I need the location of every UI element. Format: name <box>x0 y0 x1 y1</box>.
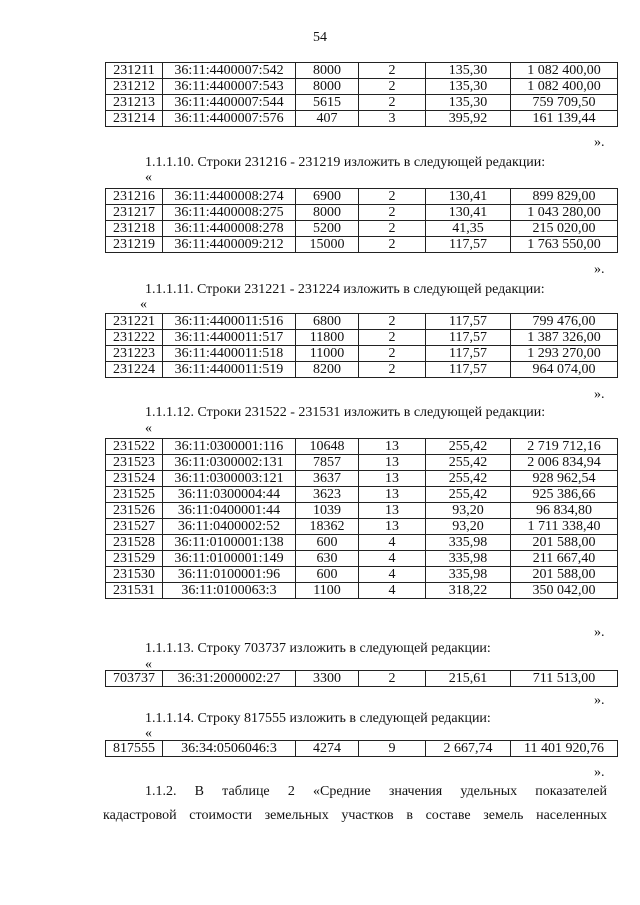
table-cell: 18362 <box>296 519 359 535</box>
opening-quote-1.1.1.14: « <box>145 726 152 741</box>
table-row <box>106 221 618 237</box>
table-row <box>106 95 618 111</box>
table-cell: 925 386,66 <box>511 487 618 503</box>
table-cell: 703737 <box>106 671 163 687</box>
table-cell: 231214 <box>106 111 163 127</box>
table-cell: 1 043 280,00 <box>511 205 618 221</box>
table-cell: 231222 <box>106 330 163 346</box>
section-heading-1.1.1.10: 1.1.1.10. Строки 231216 - 231219 изложить в следующей редакции: <box>145 155 546 170</box>
table-cell: 335,98 <box>426 535 511 551</box>
table-cell: 4274 <box>296 741 359 757</box>
table-cell: 117,57 <box>426 362 511 378</box>
table-cell: 2 <box>359 221 426 237</box>
table-cell: 318,22 <box>426 583 511 599</box>
table-cell: 36:11:0300003:121 <box>163 471 296 487</box>
table-cell: 407 <box>296 111 359 127</box>
table-cell: 335,98 <box>426 551 511 567</box>
table-cell: 2 <box>359 237 426 253</box>
table-cell: 1 387 326,00 <box>511 330 618 346</box>
table-cell: 2 <box>359 205 426 221</box>
table-cell: 36:11:4400011:518 <box>163 346 296 362</box>
table-cell: 215 020,00 <box>511 221 618 237</box>
table-cell: 11800 <box>296 330 359 346</box>
section-heading-1.1.1.14: 1.1.1.14. Строку 817555 изложить в следующей редакции: <box>145 711 491 726</box>
table-cell: 231527 <box>106 519 163 535</box>
table-cell: 8000 <box>296 63 359 79</box>
table-cell: 2 667,74 <box>426 741 511 757</box>
table-cell: 2 <box>359 362 426 378</box>
table-cell: 2 <box>359 314 426 330</box>
table-cell: 2 719 712,16 <box>511 439 618 455</box>
table-cell: 36:11:4400008:275 <box>163 205 296 221</box>
table-cell: 10648 <box>296 439 359 455</box>
table-cell: 15000 <box>296 237 359 253</box>
table-cell: 630 <box>296 551 359 567</box>
table-cell: 395,92 <box>426 111 511 127</box>
table-cell: 231211 <box>106 63 163 79</box>
table-cell: 8000 <box>296 205 359 221</box>
table-cell: 135,30 <box>426 95 511 111</box>
table-cell: 2 <box>359 671 426 687</box>
table-cell: 117,57 <box>426 346 511 362</box>
table-row <box>106 111 618 127</box>
table-row <box>106 314 618 330</box>
table-cell: 255,42 <box>426 439 511 455</box>
cadastral-table-1.1.1.13 <box>105 670 618 687</box>
table-cell: 255,42 <box>426 487 511 503</box>
table-cell: 1 711 338,40 <box>511 519 618 535</box>
table-cell: 36:11:0100001:138 <box>163 535 296 551</box>
table-cell: 36:31:2000002:27 <box>163 671 296 687</box>
table-cell: 231529 <box>106 551 163 567</box>
table-cell: 36:11:0300004:44 <box>163 487 296 503</box>
table-cell: 231212 <box>106 79 163 95</box>
table-cell: 36:11:4400011:519 <box>163 362 296 378</box>
table-cell: 4 <box>359 551 426 567</box>
table-cell: 3300 <box>296 671 359 687</box>
table-row <box>106 346 618 362</box>
table-cell: 231223 <box>106 346 163 362</box>
table-row <box>106 535 618 551</box>
table-cell: 11 401 920,76 <box>511 741 618 757</box>
table-row <box>106 551 618 567</box>
table-cell: 231524 <box>106 471 163 487</box>
table-cell: 8000 <box>296 79 359 95</box>
table-cell: 335,98 <box>426 567 511 583</box>
table-row <box>106 79 618 95</box>
table-cell: 36:34:0506046:3 <box>163 741 296 757</box>
table-cell: 130,41 <box>426 205 511 221</box>
table-cell: 36:11:4400007:542 <box>163 63 296 79</box>
table-cell: 117,57 <box>426 314 511 330</box>
table-cell: 13 <box>359 519 426 535</box>
table-cell: 13 <box>359 471 426 487</box>
table-cell: 3 <box>359 111 426 127</box>
section-heading-1.1.1.12: 1.1.1.12. Строки 231522 - 231531 изложить в следующей редакции: <box>145 405 546 420</box>
table-cell: 5615 <box>296 95 359 111</box>
table-cell: 13 <box>359 487 426 503</box>
table-cell: 8200 <box>296 362 359 378</box>
table-cell: 161 139,44 <box>511 111 618 127</box>
table-cell: 1 082 400,00 <box>511 63 618 79</box>
table-cell: 36:11:4400008:274 <box>163 189 296 205</box>
table-cell: 817555 <box>106 741 163 757</box>
table-cell: 36:11:0300002:131 <box>163 455 296 471</box>
table-cell: 5200 <box>296 221 359 237</box>
table-cell: 215,61 <box>426 671 511 687</box>
table-row <box>106 189 618 205</box>
table-cell: 4 <box>359 535 426 551</box>
table-cell: 1039 <box>296 503 359 519</box>
table-cell: 13 <box>359 503 426 519</box>
table-cell: 11000 <box>296 346 359 362</box>
table-cell: 9 <box>359 741 426 757</box>
table-cell: 899 829,00 <box>511 189 618 205</box>
table-cell: 231219 <box>106 237 163 253</box>
table-cell: 36:11:4400011:516 <box>163 314 296 330</box>
table-cell: 2 <box>359 79 426 95</box>
table-cell: 350 042,00 <box>511 583 618 599</box>
opening-quote-1.1.1.10: « <box>145 170 152 185</box>
table-cell: 36:11:0100001:96 <box>163 567 296 583</box>
table-cell: 3637 <box>296 471 359 487</box>
closing-quote-1.1.1.12: ». <box>594 625 605 640</box>
table-cell: 600 <box>296 535 359 551</box>
paragraph-1.1.2 <box>103 780 607 828</box>
table-cell: 130,41 <box>426 189 511 205</box>
table-row <box>106 741 618 757</box>
table-cell: 231217 <box>106 205 163 221</box>
page-number: 54 <box>313 30 327 45</box>
table-row <box>106 503 618 519</box>
table-cell: 231531 <box>106 583 163 599</box>
table-cell: 96 834,80 <box>511 503 618 519</box>
table-cell: 964 074,00 <box>511 362 618 378</box>
table-row <box>106 237 618 253</box>
table-cell: 4 <box>359 567 426 583</box>
table-cell: 2 <box>359 63 426 79</box>
table-cell: 1 293 270,00 <box>511 346 618 362</box>
table-cell: 41,35 <box>426 221 511 237</box>
section-heading-1.1.1.11: 1.1.1.11. Строки 231221 - 231224 изложить в следующей редакции: <box>145 282 545 297</box>
table-cell: 2 <box>359 189 426 205</box>
table-row <box>106 455 618 471</box>
table-cell: 231530 <box>106 567 163 583</box>
table-cell: 13 <box>359 455 426 471</box>
closing-quote-1.1.1.14: ». <box>594 765 605 780</box>
table-cell: 13 <box>359 439 426 455</box>
table-cell: 36:11:4400009:212 <box>163 237 296 253</box>
table-cell: 36:11:0100001:149 <box>163 551 296 567</box>
cadastral-table-1.1.1.11 <box>105 313 618 378</box>
table-cell: 231218 <box>106 221 163 237</box>
cadastral-table-1 <box>105 62 618 127</box>
table-cell: 711 513,00 <box>511 671 618 687</box>
table-row <box>106 583 618 599</box>
table-cell: 231221 <box>106 314 163 330</box>
table-cell: 2 <box>359 95 426 111</box>
opening-quote-1.1.1.11: « <box>140 297 147 312</box>
paragraph-line: кадастровой стоимости земельных участков в составе земель населенных <box>103 808 607 823</box>
table-row <box>106 471 618 487</box>
cadastral-table-1.1.1.12 <box>105 438 618 599</box>
table-cell: 231522 <box>106 439 163 455</box>
section-heading-1.1.1.13: 1.1.1.13. Строку 703737 изложить в следующей редакции: <box>145 641 491 656</box>
table-row <box>106 519 618 535</box>
table-row <box>106 671 618 687</box>
table-cell: 1 082 400,00 <box>511 79 618 95</box>
closing-quote-1.1.1.13: ». <box>594 693 605 708</box>
table-cell: 36:11:0400002:52 <box>163 519 296 535</box>
table-cell: 36:11:4400011:517 <box>163 330 296 346</box>
table-cell: 6900 <box>296 189 359 205</box>
table-cell: 928 962,54 <box>511 471 618 487</box>
table-cell: 600 <box>296 567 359 583</box>
table-cell: 2 <box>359 330 426 346</box>
table-cell: 759 709,50 <box>511 95 618 111</box>
table-cell: 3623 <box>296 487 359 503</box>
table-cell: 7857 <box>296 455 359 471</box>
table-cell: 93,20 <box>426 519 511 535</box>
table-cell: 1100 <box>296 583 359 599</box>
table-cell: 231216 <box>106 189 163 205</box>
table-row <box>106 567 618 583</box>
table-cell: 93,20 <box>426 503 511 519</box>
table-cell: 211 667,40 <box>511 551 618 567</box>
table-row <box>106 205 618 221</box>
table-row <box>106 63 618 79</box>
closing-quote-1.1.1.10: ». <box>594 262 605 277</box>
table-cell: 4 <box>359 583 426 599</box>
table-cell: 231213 <box>106 95 163 111</box>
opening-quote-1.1.1.13: « <box>145 657 152 672</box>
table-cell: 201 588,00 <box>511 535 618 551</box>
table-cell: 231528 <box>106 535 163 551</box>
cadastral-table-1.1.1.14 <box>105 740 618 757</box>
table-cell: 201 588,00 <box>511 567 618 583</box>
table-cell: 255,42 <box>426 455 511 471</box>
table-cell: 36:11:4400007:576 <box>163 111 296 127</box>
table-cell: 135,30 <box>426 79 511 95</box>
table-cell: 36:11:4400007:544 <box>163 95 296 111</box>
opening-quote-1.1.1.12: « <box>145 421 152 436</box>
closing-quote-1: ». <box>594 135 605 150</box>
table-cell: 36:11:4400007:543 <box>163 79 296 95</box>
table-cell: 36:11:4400008:278 <box>163 221 296 237</box>
table-cell: 117,57 <box>426 237 511 253</box>
closing-quote-1.1.1.11: ». <box>594 387 605 402</box>
table-cell: 255,42 <box>426 471 511 487</box>
table-cell: 36:11:0300001:116 <box>163 439 296 455</box>
table-cell: 231525 <box>106 487 163 503</box>
table-cell: 2 <box>359 346 426 362</box>
table-cell: 231526 <box>106 503 163 519</box>
table-cell: 231523 <box>106 455 163 471</box>
table-cell: 1 763 550,00 <box>511 237 618 253</box>
table-cell: 117,57 <box>426 330 511 346</box>
table-row <box>106 330 618 346</box>
table-cell: 231224 <box>106 362 163 378</box>
table-cell: 135,30 <box>426 63 511 79</box>
table-cell: 6800 <box>296 314 359 330</box>
table-cell: 36:11:0400001:44 <box>163 503 296 519</box>
table-row <box>106 439 618 455</box>
table-cell: 799 476,00 <box>511 314 618 330</box>
table-cell: 2 006 834,94 <box>511 455 618 471</box>
table-row <box>106 362 618 378</box>
table-row <box>106 487 618 503</box>
cadastral-table-1.1.1.10 <box>105 188 618 253</box>
table-cell: 36:11:0100063:3 <box>163 583 296 599</box>
paragraph-line: 1.1.2. В таблице 2 «Средние значения удельных показателей <box>145 784 607 799</box>
